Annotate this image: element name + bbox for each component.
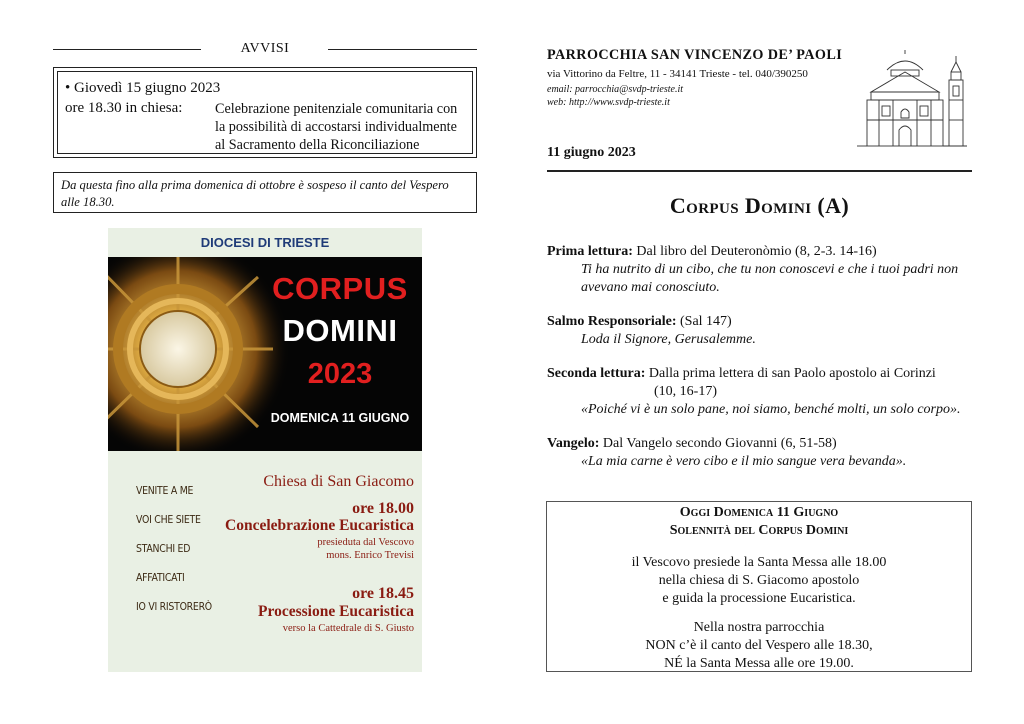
date-divider: [547, 170, 972, 172]
avvisi-rule-right: [328, 49, 477, 50]
reading-quote: Loda il Signore, Gerusalemme.: [581, 332, 756, 347]
handwritten-line: VENITE A ME: [136, 484, 194, 497]
today-body: [547, 554, 971, 608]
today-announcement-box: [546, 501, 972, 672]
reading-quote: «Poiché vi è un solo pane, noi siamo, benché molti, un solo corpo».: [581, 402, 961, 417]
reading-gospel: [547, 435, 972, 471]
poster-towards: verso la Cattedrale di S. Giusto: [282, 623, 414, 634]
reading-source-cont: (10, 16-17): [654, 384, 717, 399]
handwritten-line: IO VI RISTORERÒ: [136, 600, 212, 613]
parish-name: PARROCCHIA SAN VINCENZO DE’ PAOLI: [547, 47, 843, 63]
poster-time-procession: ore 18.45: [352, 585, 414, 602]
notice-inner-frame: [57, 71, 473, 154]
vespers-note-line: Da questa fino alla prima domenica di ottobre è sospeso il canto del Vespero: [61, 178, 449, 192]
poster-procession: Processione Eucaristica: [258, 603, 414, 620]
reading-label: Vangelo:: [547, 436, 600, 451]
reading-quote: avevano mai conosciuto.: [581, 280, 720, 295]
vespers-note: [53, 172, 477, 213]
parish-web: web: http://www.svdp-trieste.it: [547, 97, 670, 108]
avvisi-rule-left: [53, 49, 201, 50]
poster-year: 2023: [307, 358, 373, 390]
handwritten-line: AFFATICATI: [136, 571, 185, 584]
notice-date: • Giovedì 15 giugno 2023: [65, 80, 221, 96]
vespers-note-line: alle 18.30.: [61, 195, 115, 209]
reading-source: Dalla prima lettera di san Paolo apostolo ai Corinzi: [645, 366, 936, 381]
today-body-parish: [547, 619, 971, 673]
today-body-line: Nella nostra parrocchia: [693, 620, 825, 635]
notice-desc-line: al Sacramento della Riconciliazione: [215, 137, 420, 153]
today-subheading: Solennità del Corpus Domini: [669, 523, 849, 538]
poster-time-mass: ore 18.00: [352, 500, 414, 517]
poster-domini-title: DOMINI: [282, 313, 398, 348]
parish-email: email: parrocchia@svdp-trieste.it: [547, 84, 684, 95]
poster-church: Chiesa di San Giacomo: [263, 473, 414, 490]
parish-address: via Vittorino da Feltre, 11 - 34141 Trieste - tel. 040/390250: [547, 68, 808, 80]
poster-bishop: mons. Enrico Trevisi: [326, 550, 414, 561]
notice-time: ore 18.30 in chiesa:: [65, 100, 183, 116]
today-heading: Oggi Domenica 11 Giugno: [679, 505, 839, 520]
reading-label: Salmo Responsoriale:: [547, 314, 677, 329]
notice-desc-line: la possibilità di accostarsi individualmente: [215, 119, 457, 135]
today-body-line: il Vescovo presiede la Santa Messa alle 18.00: [631, 555, 887, 570]
reading-quote: «La mia carne è vero cibo e il mio sangue vera bevanda».: [581, 454, 907, 469]
avvisi-title: AVVISI: [240, 41, 290, 56]
poster-sunday: DOMENICA 11 GIUGNO: [270, 411, 410, 425]
reading-label: Seconda lettura:: [547, 366, 646, 381]
poster-concelebration: Concelebrazione Eucaristica: [225, 517, 414, 534]
reading-psalm: [547, 313, 972, 349]
handwritten-line: VOI CHE SIETE: [136, 513, 201, 526]
poster-presided: presieduta dal Vescovo: [317, 537, 414, 548]
reading-quote: Ti ha nutrito di un cibo, che tu non conoscevi e che i tuoi padri non: [581, 262, 959, 277]
reading-source: Dal Vangelo secondo Giovanni (6, 51-58): [599, 436, 837, 451]
today-body-line: NÉ la Santa Messa alle ore 19.00.: [664, 656, 854, 671]
feast-title: Corpus Domini (A): [669, 193, 850, 218]
poster-banner: [108, 257, 422, 451]
notice-desc-line: Celebrazione penitenziale comunitaria con: [215, 101, 458, 117]
bulletin-date: 11 giugno 2023: [547, 145, 636, 160]
reading-label: Prima lettura:: [547, 244, 633, 259]
poster-diocese-header: DIOCESI DI TRIESTE: [200, 235, 330, 250]
notice-box: [53, 67, 477, 158]
reading-first: [547, 243, 972, 297]
reading-source: Dal libro del Deuteronòmio (8, 2-3. 14-16): [632, 244, 877, 259]
reading-second: [547, 365, 972, 419]
reading-source: (Sal 147): [676, 314, 732, 329]
today-body-line: e guida la processione Eucaristica.: [662, 591, 856, 606]
today-body-line: NON c’è il canto del Vespero alle 18.30,: [645, 638, 873, 653]
church-sketch-image: [857, 50, 971, 150]
notice-description: [215, 100, 477, 154]
today-body-line: nella chiesa di S. Giacomo apostolo: [658, 573, 860, 588]
handwritten-line: STANCHI ED: [136, 542, 191, 555]
corpus-domini-poster: [108, 228, 422, 672]
poster-corpus-title: CORPUS: [272, 271, 408, 306]
